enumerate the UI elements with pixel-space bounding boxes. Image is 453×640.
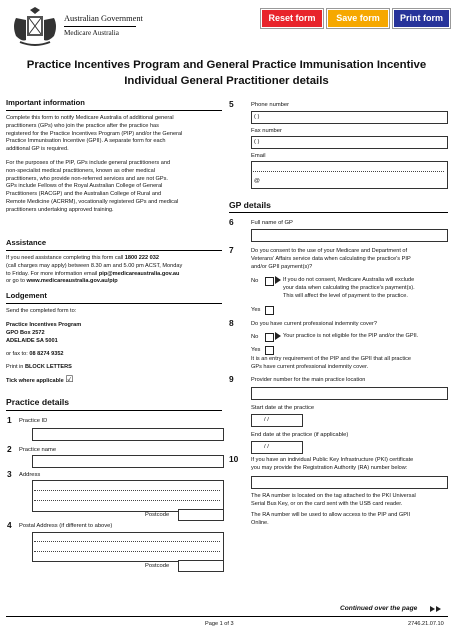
q7-no-note: If you do not consent, Medicare Australia will exclude your data when calculating the practice's payment(s). This will affect the level of payment to the practice. bbox=[283, 277, 415, 299]
end-date-input[interactable] bbox=[251, 441, 303, 454]
email-label: Email bbox=[251, 153, 266, 159]
q8-yes-label: Yes bbox=[251, 347, 261, 353]
page-number: Page 1 of 3 bbox=[205, 621, 234, 627]
q5-label: Phone number bbox=[251, 102, 290, 108]
phone-paren: ( ) bbox=[254, 114, 260, 120]
practice-details-heading: Practice details bbox=[6, 397, 70, 407]
provider-number-input[interactable] bbox=[251, 387, 448, 400]
q5-number: 5 bbox=[229, 99, 234, 109]
q8-no-note: Your practice is not eligible for the PIP and/or the GPII. bbox=[283, 333, 419, 339]
agency-name: Medicare Australia bbox=[64, 29, 119, 37]
reset-form-button[interactable]: Reset form bbox=[261, 9, 323, 28]
assistance-email-link[interactable]: pip@medicareaustralia.gov.au bbox=[98, 270, 180, 277]
q7-number: 7 bbox=[229, 245, 234, 255]
continued-text: Continued over the page bbox=[340, 605, 418, 612]
print-line: Print in BLOCK LETTERS bbox=[6, 364, 72, 370]
coat-of-arms-logo bbox=[8, 6, 62, 48]
postal-postcode-label: Postcode bbox=[145, 563, 170, 569]
arrow-right-icon-2 bbox=[275, 332, 281, 340]
gov-name: Australian Government bbox=[64, 14, 143, 23]
q10-note1: The RA number is located on the tag attached to the PKI Universal Serial Bus Key, or on the card sent with the USB card reader. bbox=[251, 493, 416, 507]
q8-no-label: No bbox=[251, 334, 259, 340]
form-title-line2: Individual General Practitioner details bbox=[124, 75, 329, 87]
important-heading: Important information bbox=[6, 98, 85, 107]
gp-name-input[interactable] bbox=[251, 229, 448, 242]
postal-address-input[interactable] bbox=[32, 532, 224, 562]
tick-line: Tick where applicable ☑ bbox=[6, 375, 74, 385]
continued-arrow-icon-2 bbox=[436, 606, 441, 612]
address-postcode-label: Postcode bbox=[145, 512, 170, 518]
q7-yes-checkbox[interactable] bbox=[265, 306, 274, 315]
address-postcode-input[interactable] bbox=[178, 509, 224, 521]
checkbox-ticked-icon: ☑ bbox=[65, 375, 74, 385]
practice-id-input[interactable] bbox=[32, 428, 224, 441]
address-input[interactable] bbox=[32, 480, 224, 512]
save-form-button[interactable]: Save form bbox=[327, 9, 389, 28]
q10-note2: The RA number will be used to allow access to the PIP and GPII Online. bbox=[251, 512, 411, 526]
q4-label: Postal Address (if different to above) bbox=[19, 523, 113, 529]
arrow-right-icon bbox=[275, 276, 281, 284]
ra-number-input[interactable] bbox=[251, 476, 448, 489]
q6-number: 6 bbox=[229, 217, 234, 227]
assistance-web-link[interactable]: www.medicareaustralia.gov.au/pip bbox=[26, 278, 118, 285]
form-code: 2746.21.07.10 bbox=[408, 621, 444, 627]
end-date-label: End date at the practice (if applicable) bbox=[251, 432, 349, 438]
lodgement-address: Practice Incentives Program GPO Box 2572 ADELAIDE SA 5001 bbox=[6, 322, 82, 344]
q8-number: 8 bbox=[229, 318, 234, 328]
start-date-label: Start date at the practice bbox=[251, 405, 315, 411]
practice-name-input[interactable] bbox=[32, 455, 224, 468]
q9-text: Provider number for the main practice location bbox=[251, 377, 366, 383]
end-date-slashes: / / bbox=[264, 444, 269, 450]
email-input[interactable] bbox=[251, 161, 448, 189]
q8-note: It is an entry requirement of the PIP and the GPII that all practice GPs have current professional indemnity cover. bbox=[251, 356, 412, 370]
continued-arrow-icon-1 bbox=[430, 606, 435, 612]
phone-input[interactable] bbox=[251, 111, 448, 124]
q8-no-checkbox[interactable] bbox=[265, 333, 274, 342]
q1-label: Practice ID bbox=[19, 418, 48, 424]
postal-postcode-input[interactable] bbox=[178, 560, 224, 572]
lodgement-intro: Send the completed form to: bbox=[6, 308, 77, 314]
q2-number: 2 bbox=[7, 444, 12, 454]
lodgement-heading: Lodgement bbox=[6, 291, 47, 300]
assistance-text: If you need assistance completing this form call 1800 222 032 (call charges may apply) between 8.30 am and 5.00 pm ACST, Monday to Friday. For more information email pip@medicareaustralia.gov.au or go to www.medicareaustralia.gov.au/pip bbox=[6, 255, 183, 285]
q6-label: Full name of GP bbox=[251, 220, 293, 226]
fax-line: or fax to: 08 8274 9352 bbox=[6, 351, 64, 357]
q3-number: 3 bbox=[7, 469, 12, 479]
q10-number: 10 bbox=[229, 454, 239, 464]
q7-no-checkbox[interactable] bbox=[265, 277, 274, 286]
start-date-input[interactable] bbox=[251, 414, 303, 427]
q4-number: 4 bbox=[7, 520, 12, 530]
q2-label: Practice name bbox=[19, 447, 57, 453]
fax-label: Fax number bbox=[251, 128, 282, 134]
q3-label: Address bbox=[19, 472, 41, 478]
assistance-heading: Assistance bbox=[6, 238, 47, 247]
email-at: @ bbox=[254, 178, 260, 184]
q1-number: 1 bbox=[7, 415, 12, 425]
q8-yes-checkbox[interactable] bbox=[265, 346, 274, 355]
q8-text: Do you have current professional indemnity cover? bbox=[251, 321, 377, 327]
start-date-slashes: / / bbox=[264, 417, 269, 423]
gp-details-heading: GP details bbox=[229, 200, 271, 210]
form-title-line1: Practice Incentives Program and General Practice Immunisation Incentive bbox=[26, 59, 427, 71]
print-form-button[interactable]: Print form bbox=[393, 9, 450, 28]
important-text-2: For the purposes of the PIP, GPs include general practitioners and non-specialist medical practitioners, known as other medical practitioners, who provide non-referred services and are not GPs. GPs include Fellows of the Royal Australian College of General Practitioners (RACGP) and the Australian College of Rural and Remote Medicine (ACRRM), vocationally registered GPs and medical practitioners undertaking approved training. bbox=[6, 160, 179, 213]
q9-number: 9 bbox=[229, 374, 234, 384]
q7-yes-label: Yes bbox=[251, 307, 261, 313]
important-text-1: Complete this form to notify Medicare Australia of additional general practitioners (GPs) who join the practice after the practice has registered for the Practice Incentives Program (PIP) and/or the General Practice Immunisation Incentive (GPII). A separate form for each additional GP is required. bbox=[6, 115, 183, 153]
q10-text: If you have an individual Public Key Infrastructure (PKI) certificate you may provide the Registration Authority (RA) number below: bbox=[251, 457, 414, 471]
q7-no-label: No bbox=[251, 278, 259, 284]
fax-paren: ( ) bbox=[254, 139, 260, 145]
fax-input[interactable] bbox=[251, 136, 448, 149]
q7-text: Do you consent to the use of your Medicare and Department of Veterans' Affairs service data when calculating the practice's PIP and/or GPII payment(s)? bbox=[251, 248, 411, 270]
